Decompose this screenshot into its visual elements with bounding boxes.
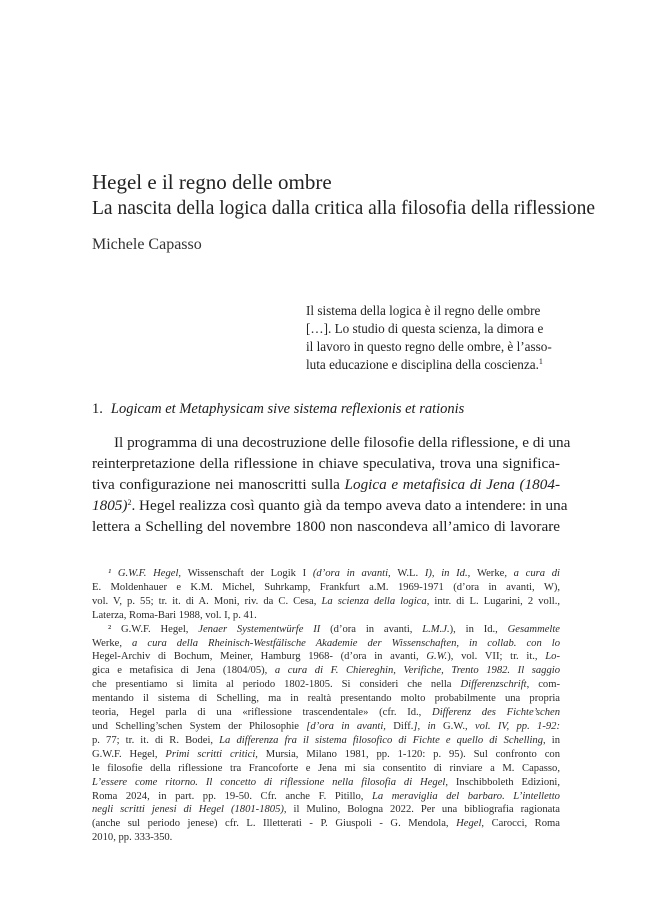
footnote-text: mentando il sistema di Schelling, ma in realtà presentando molto probabilmente una propria [92,693,560,705]
footnote-line [92,706,560,720]
footnote-text: Roma 2024, in part. pp. 19-50. Cfr. anche F. Pitillo, [92,790,372,802]
footnote-text: 2010, pp. 333-350. [92,832,173,844]
footnote-text: Diff. [393,720,414,732]
footnote-text: p. 77; tr. it. di R. Bodei, [92,734,220,746]
footnote-italic: Differenzschrift [460,679,527,691]
section-heading [92,399,464,419]
footnote-text: und Schelling’schen System der Philosophie [92,720,299,732]
footnote-line [92,595,560,609]
body-line [92,474,560,495]
footnote-text: Werke [476,568,505,579]
footnote-italic: L.M.J. [422,623,450,635]
epigraph-line [306,356,558,374]
footnote-line [92,567,560,581]
footnote-line [92,678,560,692]
page-subtitle: La nascita della logica dalla critica alla filosofia della riflessione [92,198,595,219]
footnote-italic: G.W. [426,651,448,663]
author-name: Michele Capasso [92,236,202,253]
footnote-italic: Jenaer Systementwürfe II [198,623,321,635]
footnote-text: che presentiamo si limita al periodo 1802-1805. Si consideri che nella [92,679,461,691]
footnote-text: teoria, Hegel parla di una «riflessione trascendentale» (cfr. Id., [92,707,433,719]
footnote-line [92,817,560,831]
footnote-italic: , a cura di [504,568,560,579]
footnote-line [92,803,560,817]
footnote-italic: Gesammelte [507,623,561,635]
body-italic: Logica e metafisica di Jena (1804- [344,476,560,493]
footnote-2 [92,623,560,846]
page-title: Hegel e il regno delle ombre [92,170,332,194]
footnote-text: vol. V, p. 55; tr. it. di A. Moni, riv. da C. Cesa, [92,595,322,607]
footnote-italic: negli scritti jenesi di Hegel (1801-1805) [92,804,284,816]
footnote-ref-2: 2 [127,498,132,507]
footnote-line [92,790,560,804]
body-text: . Hegel realizza così quanto già da tempo aveva dato a intendere: in una [131,497,568,514]
footnote-italic: [d’ora in avanti, [298,720,394,732]
footnote-text: , Mursia, Milano 1981, pp. 1-120: p. 95). Sul confronto con [255,748,560,760]
footnote-text: , in [543,734,561,746]
footnote-text: ), in Id., [449,623,508,635]
footnote-line [92,734,560,748]
footnote-line [92,609,560,623]
section-number: 1. [92,401,103,417]
body-line [92,495,568,516]
footnote-line [92,720,560,734]
body-text: tiva configurazione nei manoscritti sulla [92,476,345,493]
epigraph-line: Il sistema della logica è il regno delle ombre [306,303,541,318]
epigraph [306,302,558,374]
epigraph-line: […]. Lo studio di questa scienza, la dimora e [306,321,544,336]
body-text: Il programma di una decostruzione delle filosofie della riflessione, e di una [114,434,571,451]
footnote-text: , Inschibboleth Edizioni, [445,776,561,788]
footnote-italic: ], in [413,720,444,732]
footnote-line [92,623,560,637]
footnote-italic: , vol. IV, pp. 1-92: [465,720,560,732]
footnote-italic: La differenza fra il sistema filosofico di Fichte e quello di Schelling [219,734,544,746]
footnote-text: ² G.W.F. Hegel, [108,623,199,635]
footnote-text: E. Moldenhauer e K.M. Michel, Suhrkamp, Frankfurt a.M. 1969-1971 (d’ora in avanti, W), [92,581,560,593]
footnote-text: , intr. di L. Lugarini, 2 voll., [426,595,561,607]
footnote-italic: Lo- [545,651,560,663]
footnote-line [92,664,560,678]
footnote-italic: ¹ G.W.F. Hegel, [108,568,188,579]
footnote-italic: L’essere come ritorno. Il concetto di riflessione nella filosofia di Hegel [92,776,446,788]
footnote-text: W.L. [397,568,419,579]
footnote-line [92,637,560,651]
footnote-text: ), vol. VII; tr. it., [447,651,546,663]
footnote-line [92,762,560,776]
footnote-text: , Carocci, Roma [481,818,560,830]
footnote-text: Laterza, Roma-Bari 1988, vol. I, p. 41. [92,609,257,621]
footnote-ref-1: 1 [538,357,543,366]
footnote-text: le filosofie della riflessione tra Francoforte e Jena mi sia consentito di rinviare a M. Capasso, [92,762,560,774]
footnote-text: Werke [92,637,120,649]
footnote-line [92,581,560,595]
body-line [92,432,571,453]
footnote-text: gica e metafisica di Jena (1804/05) [92,665,265,677]
footnote-line [92,831,560,845]
body-line: reinterpretazione della riflessione in chiave speculativa, trova una significa- [92,455,560,472]
body-paragraph [92,432,571,537]
footnote-text: G.W.F. Hegel, [92,748,166,760]
body-line: lettera a Schelling del novembre 1800 non nascondeva all’amico di lavorare [92,518,560,535]
footnote-italic: La meraviglia del barbaro. L’intelletto [371,790,560,802]
footnote-text: G.W. [443,720,466,732]
footnote-italic: I), in Id., [418,568,477,579]
section-title: Logicam et Metaphysicam sive sistema reflexionis et rationis [110,401,465,417]
footnote-italic: (d’ora in avanti, [306,568,398,579]
footnote-text: Hegel-Archiv di Bochum, Meiner, Hamburg 1968- (d’ora in avanti, [92,651,427,663]
footnote-line [92,650,560,664]
footnote-italic: Hegel [456,818,482,830]
footnote-text: , com- [526,679,560,691]
footnotes [92,567,560,845]
footnote-text: (d’ora in avanti, [320,623,423,635]
footnote-italic: La scienza della logica [321,595,427,607]
footnote-text: Wissenschaft der Logik I [187,568,307,579]
footnote-italic: , a cura di F. Chiereghin, Verifiche, Trento 1982. Il saggio [264,665,560,677]
footnote-line [92,692,560,706]
footnote-line [92,748,560,762]
epigraph-text: luta educazione e disciplina della coscienza. [306,357,539,372]
footnote-1 [92,567,560,623]
footnote-line [92,776,560,790]
footnote-text: , il Mulino, Bologna 2022. Per una bibliografia ragionata [283,804,560,816]
footnote-text: (anche sul periodo jenese) cfr. L. Illetterati - P. Giuspoli - G. Mendola, [92,818,457,830]
footnote-italic: , a cura della Rheinisch-Westfälische Akademie der Wissenschaften, in collab. con lo [119,637,560,649]
footnote-italic: Primi scritti critici [165,748,256,760]
footnote-italic: Differenz des Fichte’schen [432,707,560,719]
body-italic: 1805) [92,497,128,514]
epigraph-line: il lavoro in questo regno delle ombre, è l’asso- [306,339,552,354]
